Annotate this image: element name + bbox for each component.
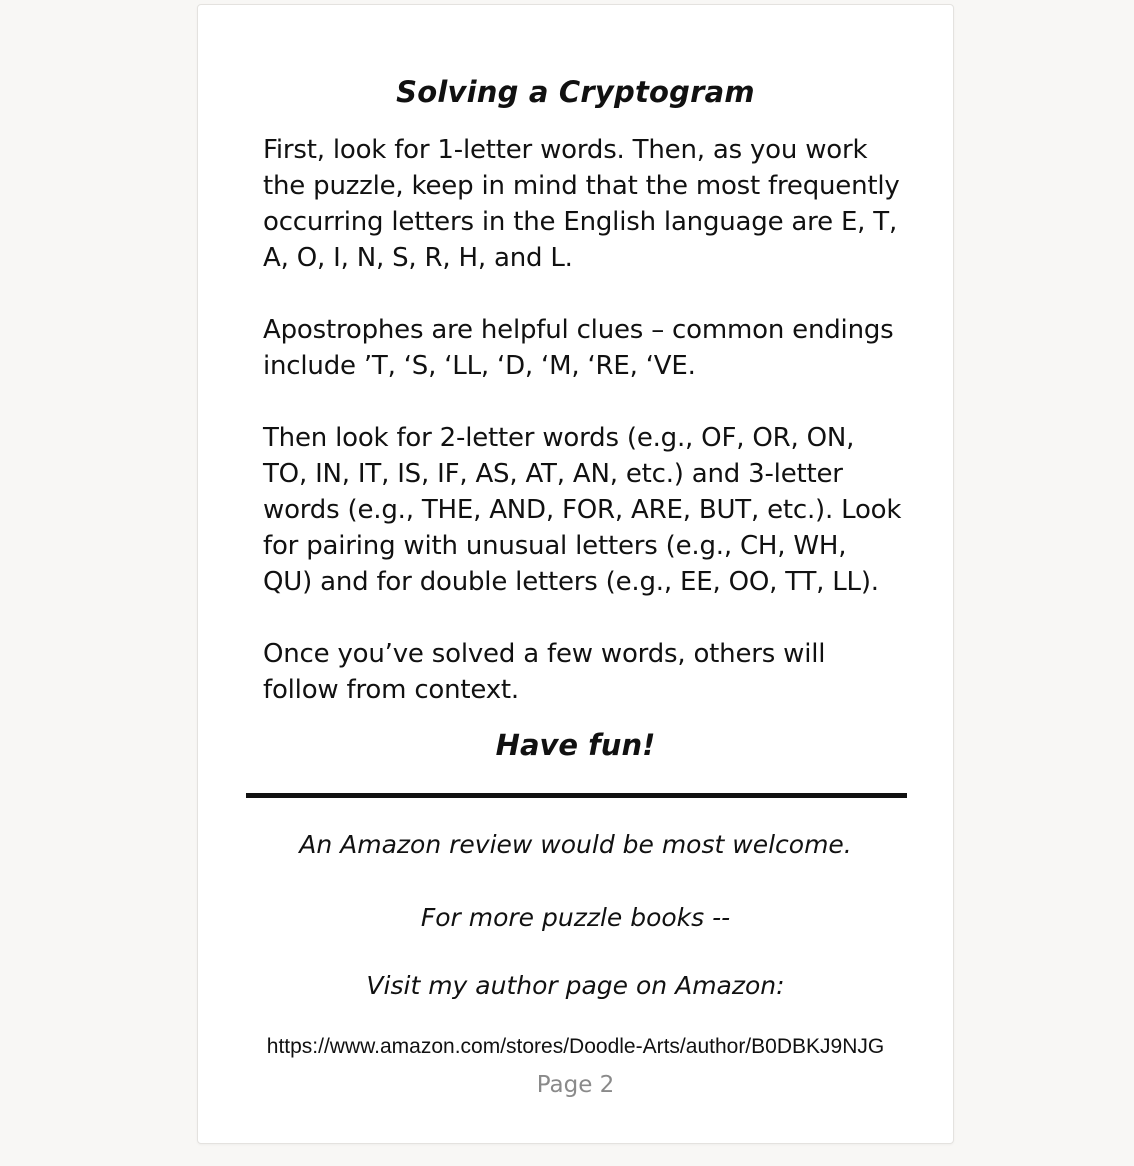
document-page [197,4,954,1144]
divider-rule [246,793,907,798]
more-books-line: For more puzzle books -- [420,903,731,932]
instructions-body [263,132,903,708]
page-title: Solving a Cryptogram [396,75,755,109]
paragraph-apostrophes: Apostrophes are helpful clues – common endings include ’T, ‘S, ‘LL, ‘D, ‘M, ‘RE, ‘VE. [263,315,894,381]
paragraph-context: Once you’ve solved a few words, others will follow from context. [263,639,826,705]
visit-author-line: Visit my author page on Amazon: [366,971,785,1000]
paragraph-one-letter-words: First, look for 1-letter words. Then, as you work the puzzle, keep in mind that the most frequently occurring letters in the English language are E, T, A, O, I, N, S, R, H, and L. [263,135,900,273]
author-page-link[interactable]: https://www.amazon.com/stores/Doodle-Arts/author/B0DBKJ9NJG [266,1035,885,1058]
have-fun-heading: Have fun! [495,728,656,762]
page-number: Page 2 [536,1072,615,1098]
paragraph-two-three-letter-words: Then look for 2-letter words (e.g., OF, OR, ON, TO, IN, IT, IS, IF, AS, AT, AN, etc.) and 3-letter words (e.g., THE, AND, FOR, ARE, BUT, etc.). Look for pairing with unusual letters (e.g., CH, WH, QU) and for double letters (e.g., EE, OO, TT, LL). [263,423,902,597]
review-request: An Amazon review would be most welcome. [299,830,852,859]
